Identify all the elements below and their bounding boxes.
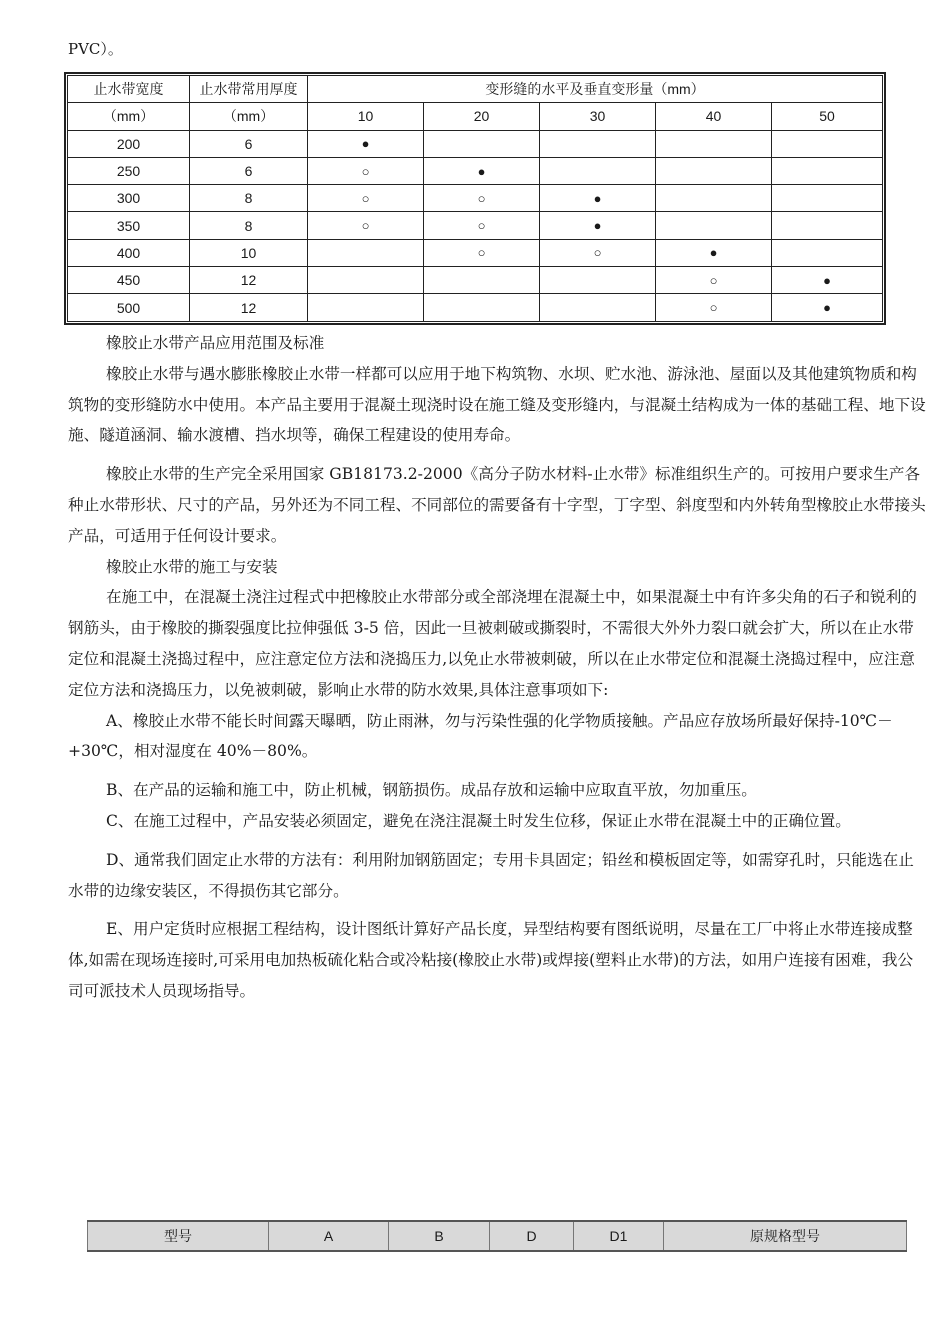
cell-mark: ●	[772, 267, 883, 294]
cell-width: 200	[68, 130, 190, 157]
cell-mark: ○	[424, 212, 540, 239]
cell-width: 250	[68, 157, 190, 184]
list-item: D、通常我们固定止水带的方法有：利用附加钢筋固定；专用卡具固定；铅丝和模板固定等，如需穿孔时，只能选在止水带的边缘安装区，不得损伤其它部分。	[68, 850, 914, 900]
cell-mark	[656, 130, 772, 157]
cell-mark	[540, 130, 656, 157]
deform-col: 50	[772, 103, 883, 130]
document-body	[68, 328, 928, 1007]
header-a: A	[269, 1221, 389, 1251]
paragraph: 在施工中，在混凝土浇注过程式中把橡胶止水带部分或全部浇埋在混凝土中，如果混凝土中有许多尖角的石子和锐利的钢筋头，由于橡胶的撕裂强度比拉伸强低 3-5 倍，因此一旦被刺破或撕裂时，不需很大外外力裂口就会扩大，所以在止水带定位和混凝土浇捣过程中，应注意定位方法和浇捣压力,以免止水带被刺破，所以在止水带定位和混凝土浇捣过程中，应注意定位方法和浇捣压力，以免被刺破，影响止水带的防水效果,具体注意事项如下:	[68, 588, 917, 699]
cell-mark	[308, 294, 424, 321]
cell-mark	[772, 130, 883, 157]
cell-thickness: 10	[190, 239, 308, 266]
table-header-row	[68, 76, 883, 103]
header-thickness: 止水带常用厚度	[190, 76, 308, 103]
header-model: 型号	[88, 1221, 269, 1251]
list-item: E、用户定货时应根据工程结构，设计图纸计算好产品长度，异型结构要有图纸说明，尽量在工厂中将止水带连接成整体,如需在现场连接时,可采用电加热板硫化粘合或冷粘接(橡胶止水带)或焊接(塑料止水带)的方法，如用户连接有困难，我公司可派技术人员现场指导。	[68, 920, 914, 1000]
cell-mark: ●	[308, 130, 424, 157]
cell-thickness: 6	[190, 157, 308, 184]
model-spec-table	[87, 1220, 907, 1252]
section-heading: 橡胶止水带的施工与安装	[106, 557, 278, 576]
header-d: D	[490, 1221, 574, 1251]
header-width-unit: （mm）	[68, 103, 190, 130]
cell-mark	[772, 212, 883, 239]
text-fragment: PVC）。	[68, 40, 123, 58]
cell-mark: ○	[308, 157, 424, 184]
deformation-table	[67, 75, 883, 322]
cell-width: 350	[68, 212, 190, 239]
cell-mark: ○	[308, 212, 424, 239]
cell-mark	[540, 294, 656, 321]
section-heading: 橡胶止水带产品应用范围及标准	[106, 334, 325, 352]
table-row	[68, 157, 883, 184]
cell-thickness: 8	[190, 212, 308, 239]
cell-mark	[656, 212, 772, 239]
cell-width: 400	[68, 239, 190, 266]
cell-mark	[424, 267, 540, 294]
cell-mark	[772, 185, 883, 212]
cell-thickness: 12	[190, 294, 308, 321]
table-row	[68, 267, 883, 294]
header-b: B	[389, 1221, 490, 1251]
header-original-spec: 原规格型号	[664, 1221, 907, 1251]
cell-width: 300	[68, 185, 190, 212]
cell-mark: ●	[540, 212, 656, 239]
cell-mark	[656, 157, 772, 184]
table-header-row	[88, 1221, 907, 1251]
cell-mark: ○	[308, 185, 424, 212]
table-row	[68, 294, 883, 321]
cell-mark: ●	[424, 157, 540, 184]
cell-mark	[540, 157, 656, 184]
list-item: B、在产品的运输和施工中，防止机械，钢筋损伤。成品存放和运输中应取直平放，勿加重压。	[106, 781, 757, 800]
table-row	[68, 130, 883, 157]
cell-mark: ●	[772, 294, 883, 321]
cell-thickness: 12	[190, 267, 308, 294]
deformation-table-frame	[64, 72, 886, 325]
paragraph: 橡胶止水带的生产完全采用国家 GB18173.2-2000《高分子防水材料-止水带》标准组织生产的。可按用户要求生产各种止水带形状、尺寸的产品，另外还为不同工程、不同部位的需要备有十字型，丁字型、斜度型和内外转角型橡胶止水带接头产品，可适用于任何设计要求。	[68, 465, 926, 545]
header-width: 止水带宽度	[68, 76, 190, 103]
paragraph: 橡胶止水带与遇水膨胀橡胶止水带一样都可以应用于地下构筑物、水坝、贮水池、游泳池、屋面以及其他建筑物质和构筑物的变形缝防水中使用。本产品主要用于混凝土现浇时设在施工缝及变形缝内，与混凝土结构成为一体的基础工程、地下设施、隧道涵洞、输水渡槽、挡水坝等，确保工程建设的使用寿命。	[68, 364, 926, 445]
deform-col: 30	[540, 103, 656, 130]
cell-mark: ●	[540, 185, 656, 212]
table-row	[68, 239, 883, 266]
cell-mark	[540, 267, 656, 294]
list-item: C、在施工过程中，产品安装必须固定，避免在浇注混凝土时发生位移，保证止水带在混凝土中的正确位置。	[106, 811, 851, 830]
cell-mark: ○	[540, 239, 656, 266]
cell-thickness: 8	[190, 185, 308, 212]
deform-col: 10	[308, 103, 424, 130]
deform-col: 20	[424, 103, 540, 130]
table-row	[68, 212, 883, 239]
cell-width: 500	[68, 294, 190, 321]
list-item: A、橡胶止水带不能长时间露天曝晒，防止雨淋，勿与污染性强的化学物质接触。产品应存放场所最好保持-10℃－+30℃，相对湿度在 40%－80%。	[68, 711, 893, 761]
header-thickness-unit: （mm）	[190, 103, 308, 130]
cell-mark: ○	[656, 294, 772, 321]
cell-mark: ○	[656, 267, 772, 294]
deform-col: 40	[656, 103, 772, 130]
cell-mark	[656, 185, 772, 212]
cell-mark	[772, 239, 883, 266]
cell-mark	[424, 294, 540, 321]
table-row	[68, 185, 883, 212]
cell-mark	[772, 157, 883, 184]
table-subheader-row	[68, 103, 883, 130]
cell-thickness: 6	[190, 130, 308, 157]
header-deformation: 变形缝的水平及垂直变形量（mm）	[308, 76, 883, 103]
cell-mark: ●	[656, 239, 772, 266]
cell-mark: ○	[424, 239, 540, 266]
cell-mark	[424, 130, 540, 157]
cell-mark	[308, 267, 424, 294]
cell-mark	[308, 239, 424, 266]
cell-mark: ○	[424, 185, 540, 212]
cell-width: 450	[68, 267, 190, 294]
header-d1: D1	[574, 1221, 664, 1251]
